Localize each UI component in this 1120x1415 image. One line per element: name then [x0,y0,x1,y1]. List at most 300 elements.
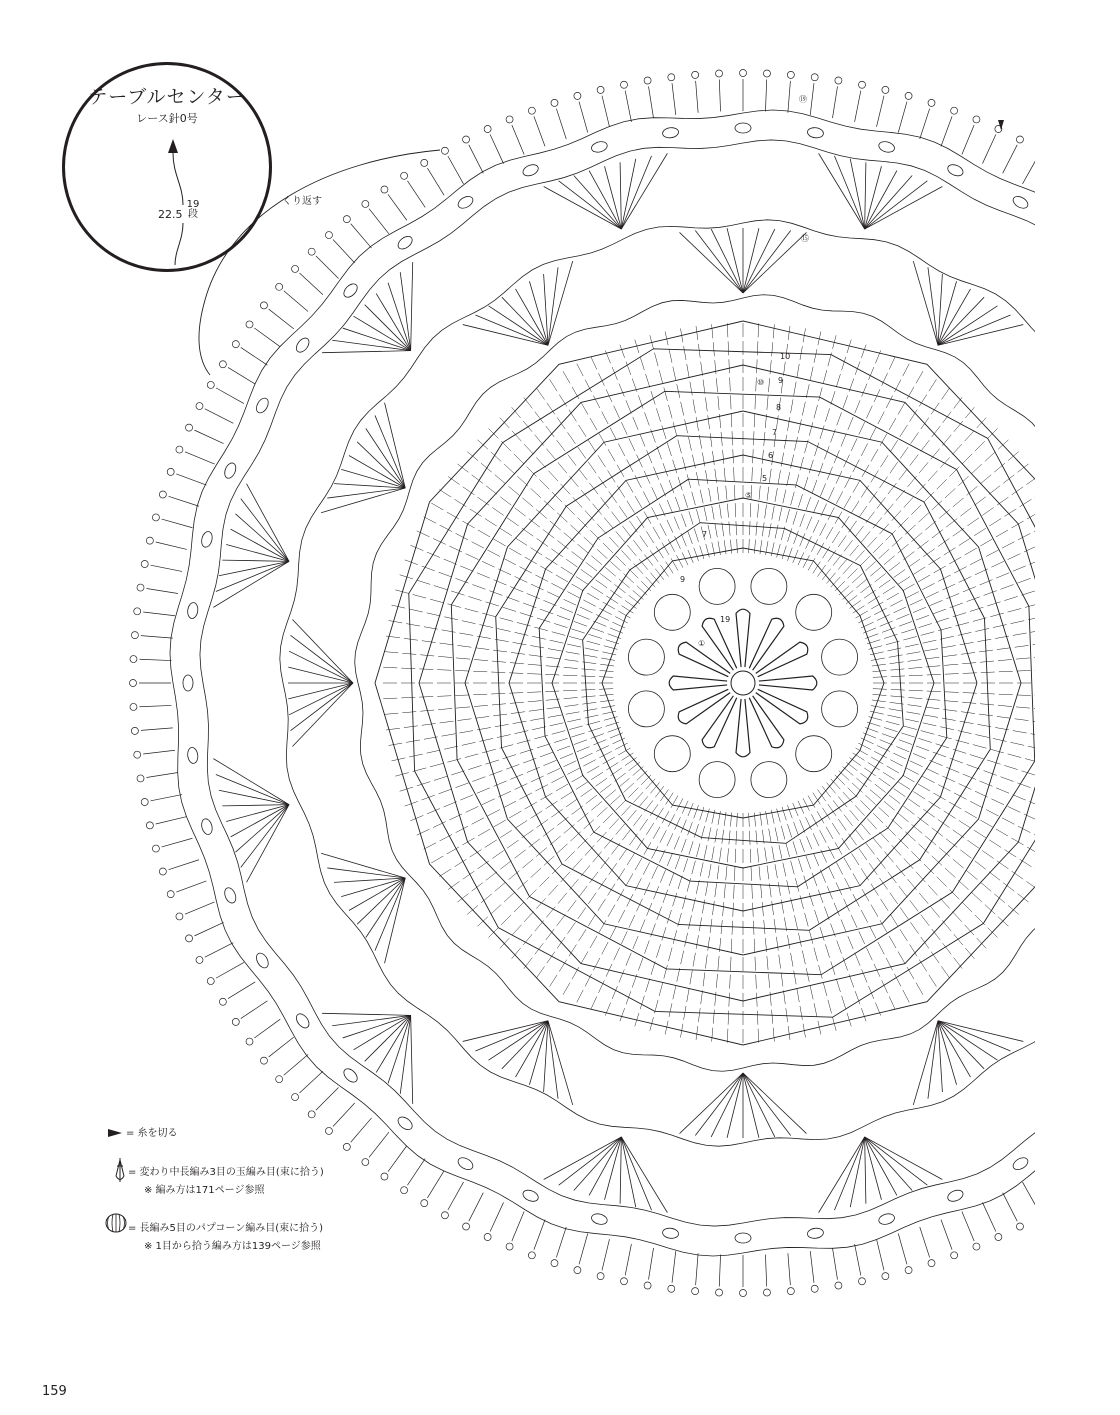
spoke [749,813,759,1045]
fan-stitch [1075,294,1109,351]
picot [574,92,581,99]
edge-stitch [877,1239,884,1270]
picot [362,200,369,207]
edge-stitch [920,1227,930,1257]
edge-stitch [941,1220,952,1250]
picot [232,341,239,348]
edge-stitch [962,125,974,155]
edge-stitch [855,91,861,122]
spoke [548,378,673,574]
picot [207,381,214,388]
petal [669,676,727,690]
spoke [398,722,619,792]
spoke [619,805,698,1023]
fan-stitch [366,878,405,938]
popcorn-stitch [735,1233,751,1243]
scallop [628,691,664,727]
picot [763,70,770,77]
repeat-label: くり返す [282,196,322,207]
picot [928,1260,935,1267]
legend-puff-note: ※ 編み方は171ページ参照 [144,1185,265,1196]
edge-stitch [269,309,294,329]
row-label-5: ⑤ [745,491,753,500]
picot [905,92,912,99]
fan-stitch [376,294,410,351]
edge-stitch [169,860,199,870]
picot [176,913,183,920]
legend-cut-text: = 糸を切る [126,1128,178,1139]
edge-stitch [194,430,223,443]
fan-stitch [865,1137,866,1204]
edge-stitch [1097,1132,1117,1157]
petal [736,609,750,667]
edge-stitch [649,1248,654,1280]
spoke [839,771,1010,928]
spoke [604,803,693,1017]
edge-stitch [151,565,182,571]
picot [421,1200,428,1207]
spoke [873,689,1105,699]
spoke [782,338,852,559]
picot [325,232,332,239]
fan-stitch [288,683,353,699]
edge-stitch [490,134,503,163]
spoke [771,810,821,1037]
edge-stitch [788,1253,791,1285]
fan-stitch [1081,469,1120,488]
spoke [548,793,673,989]
picot [787,71,794,78]
fan-stitch [938,306,998,345]
picot [463,1223,470,1230]
puff-stitch-icon [113,1156,127,1184]
picot [343,216,350,223]
row-label-6: 6 [768,451,774,460]
edge-stitch [1079,1146,1098,1172]
fan-stitch [544,274,548,345]
edge-stitch [920,109,930,139]
fan-stitch [321,853,405,878]
picot [1016,1223,1023,1230]
edge-stitch [162,838,193,847]
fan-stitch [1075,351,1120,353]
spoke [649,809,709,1033]
spoke [839,438,1010,595]
spoke [782,807,852,1028]
fan-stitch [1081,878,1120,938]
fan-stitch [680,232,743,293]
picot [292,265,299,272]
spoke [869,589,1093,649]
picot [484,126,491,133]
edge-stitch [962,1211,974,1241]
picot [152,845,159,852]
popcorn-stitch [396,234,415,252]
edge-stitch [388,1146,407,1172]
fan-stitch [388,283,411,351]
fan-stitch [913,1021,938,1105]
picot [506,116,513,123]
spoke [754,322,774,553]
spoke [849,475,1039,608]
edge-stitch [672,83,676,115]
fan-stitch [559,1137,622,1185]
fan-stitch [241,805,289,868]
picot [141,560,148,567]
edge-stitch [602,1239,609,1270]
picot [308,1111,315,1118]
picot [260,1057,267,1064]
scallop [822,639,858,675]
popcorn-stitch [1071,234,1090,252]
fan-stitch [819,153,865,229]
picot [152,514,159,521]
edge-stitch [284,291,308,312]
spoke [813,378,938,574]
spoke [727,813,737,1045]
cut-yarn-marker [998,120,1004,130]
fan-stitch [1081,403,1102,488]
fan-stitch [1075,340,1120,350]
spoke [510,406,659,584]
fan-stitch [332,340,410,350]
edge-stitch [254,1019,280,1038]
row-label-10-num: 10 [780,352,791,361]
fan-stitch [343,1015,411,1038]
row-label-7b: 7 [702,530,708,539]
picot [146,537,153,544]
petal [756,689,808,724]
spoke [798,355,896,565]
spoke [867,574,1088,644]
fan-stitch [548,1021,573,1105]
edge-stitch [1022,1182,1038,1210]
spoke [634,338,704,559]
fan-stitch [349,456,405,489]
edge-stitch [579,102,588,133]
edge-stitch [169,496,199,506]
picot [716,70,723,77]
spoke [634,807,704,1028]
picot [186,935,193,942]
fan-stitch [743,1073,791,1135]
picot [811,1285,818,1292]
edge-stitch [139,659,171,660]
picot [130,656,137,663]
fan-stitch [219,790,289,804]
edge-stitch [216,962,244,978]
fan-stitch [743,1073,806,1134]
edge-stitch [146,589,178,594]
fan-stitch [621,159,635,229]
fan-stitch [321,488,405,513]
fan-stitch [621,1137,651,1210]
edge-stitch [469,145,484,174]
spoke [777,333,837,557]
spoke [787,805,866,1023]
picot [1098,186,1105,193]
picot [196,956,203,963]
fan-stitch [213,561,289,607]
spoke [871,706,1099,746]
spoke [853,488,1049,613]
fan-stitch [1081,878,1120,882]
fan-stitch [488,306,548,345]
picot [1058,159,1065,166]
edge-stitch [254,328,280,347]
fan-stitch [288,667,353,683]
picot [137,775,144,782]
picot [343,1143,350,1150]
edge-stitch [719,79,720,111]
spoke [863,544,1077,633]
spoke [390,605,617,655]
spoke [446,758,636,891]
spoke [665,810,715,1037]
picot [463,136,470,143]
spoke [476,771,647,928]
picot [905,1267,912,1274]
picot [763,1289,770,1296]
edge-stitch [427,168,444,195]
popcorn-stitch [294,1011,312,1030]
popcorn-stitch [878,140,896,154]
popcorn-stitch [187,747,199,764]
fan-stitch [620,162,621,229]
edge-stitch [388,194,407,220]
fan-stitch [388,1015,411,1083]
picot [551,99,558,106]
picot [137,584,144,591]
picot [130,680,137,687]
fan-stitch [1075,1015,1109,1072]
edge-stitch [625,91,631,122]
fan-stitch [327,488,405,498]
fan-stitch [349,878,405,911]
spoke [498,416,655,587]
spoke [749,321,759,553]
fan-stitch [1081,415,1111,488]
edge-stitch [205,409,234,424]
spoke [409,544,623,633]
edge-stitch [1042,1171,1059,1198]
picot [207,978,214,985]
fan-stitch [938,1021,998,1060]
picot [186,424,193,431]
fan-stitch [366,428,405,488]
fan-stitch [743,231,791,293]
fan-stitch [1081,456,1120,489]
picot [740,1290,747,1297]
edge-stitch [316,256,339,279]
edge-stitch [719,1255,720,1287]
spoke [487,775,651,939]
spoke [576,362,683,568]
edge-stitch [1079,194,1098,220]
picot [176,446,183,453]
edge-stitch [299,273,322,295]
picot [219,361,226,368]
fan-stitch [219,561,289,575]
popcorn-stitch [590,140,608,154]
row-label-5-num: 5 [762,474,768,483]
edge-stitch [490,1202,503,1231]
picot [1038,1212,1045,1219]
petal [756,642,808,677]
fan-stitch [1075,283,1098,351]
scallop [699,568,735,604]
picot [835,77,842,84]
picot [859,1278,866,1285]
spoke [409,733,623,822]
edge-stitch [556,1227,566,1257]
picot [1058,1200,1065,1207]
picot [597,1273,604,1280]
edge-stitch [141,636,173,639]
spoke [590,801,688,1011]
edge-stitch [898,102,907,133]
fan-stitch [1075,1015,1120,1049]
fan-stitch [865,1137,928,1185]
picot [692,71,699,78]
picot [1038,147,1045,154]
scallop [628,639,664,675]
row-label-10: ⑩ [757,378,765,387]
picot [644,1282,651,1289]
fan-stitch [850,159,864,229]
fan-stitch [1081,488,1120,513]
spoke [771,330,821,557]
edge-stitch [143,612,175,616]
edge-stitch [269,1037,294,1057]
edge-stitch [369,209,389,234]
fan-stitch [727,228,743,293]
rows-unit: 段 [188,209,198,220]
popcorn-stitch [521,163,540,178]
edge-stitch [146,772,178,777]
legend-popcorn-stitch: = 長編み5目のパプコーン編み目(束に拾う) [128,1223,324,1234]
popcorn-stitch [341,281,359,299]
spoke [849,758,1039,891]
picot [246,1038,253,1045]
spoke [831,416,988,587]
spoke [827,406,976,584]
popcorn-stitch [1011,1155,1030,1172]
fan-stitch [365,305,411,351]
fan-stitch [621,1137,635,1207]
petal [749,696,784,748]
fan-stitch [1075,1015,1120,1025]
picot [574,1267,581,1274]
edge-stitch [407,181,425,208]
spoke [393,589,617,649]
picot [1078,1187,1085,1194]
rows-number: 19 [186,199,200,210]
popcorn-stitch [807,1227,824,1239]
picot [882,86,889,93]
picot [308,248,315,255]
fan-stitch [322,351,411,353]
popcorn-stitch [183,675,193,691]
edge-stitch [1114,1118,1120,1142]
fan-stitch [938,1021,971,1077]
edge-stitch [241,347,268,365]
spoke [831,779,988,950]
popcorn-stitch [946,1188,965,1203]
edge-stitch [448,1182,464,1210]
edge-stitch [299,1071,322,1093]
fan-stitch [343,328,411,351]
picot [882,1273,889,1280]
info-circle [62,62,272,272]
row-label-9b: 9 [680,575,686,584]
popcorn-stitch [254,396,271,415]
spoke [403,559,621,638]
row-label-9: 9 [778,376,784,385]
popcorn-stitch-icon [104,1211,128,1235]
picot [167,891,174,898]
edge-stitch [941,116,952,146]
page-number: 159 [42,1384,67,1399]
spoke [835,427,999,591]
edge-stitch [877,96,884,127]
fan-stitch [289,683,353,715]
fan-stitch [913,261,938,345]
fan-stitch [621,1137,667,1213]
fan-stitch [376,1015,410,1072]
edge-stitch [832,86,837,118]
edge-stitch [351,224,372,248]
edge-stitch [1042,168,1059,195]
fan-stitch [743,232,806,293]
spoke [403,727,621,806]
edge-stitch [141,728,173,731]
picot [620,81,627,88]
picot [159,868,166,875]
petal [759,676,817,690]
petal [678,689,730,724]
edge-stitch [765,1255,766,1287]
fan-stitch [332,1015,410,1025]
fan-stitch [488,1021,548,1060]
fan-stitch [548,267,558,345]
fan-stitch [834,1137,864,1210]
spoke [793,803,882,1017]
legend-popcorn-note: ※ 1目から拾う編み方は139ページ参照 [144,1241,321,1252]
spoke [398,574,619,644]
fan-stitch [1081,878,1120,897]
edge-stitch [427,1171,444,1198]
edge-stitch [448,156,464,184]
fan-stitch [1075,1015,1098,1083]
spoke [853,753,1049,878]
edge-stitch [602,96,609,127]
edge-stitch [1061,181,1079,208]
scallop [751,568,787,604]
spoke [870,711,1097,761]
edge-stitch [176,474,206,485]
spoke [867,722,1088,792]
fan-stitch [621,153,667,229]
spoke [415,738,625,836]
edge-stitch [185,452,215,464]
fan-stitch [743,228,759,293]
fan-stitch [834,156,864,229]
popcorn-stitch [294,336,312,355]
fan-stitch [1081,878,1120,924]
fan-stitch [680,1073,743,1134]
spoke [843,450,1021,599]
